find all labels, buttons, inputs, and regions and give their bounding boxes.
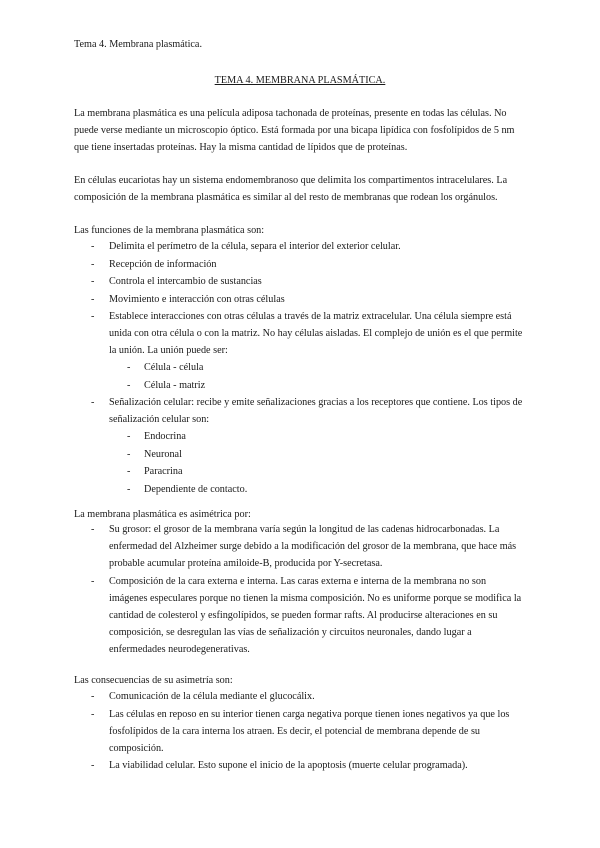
- list-item: - Comunicación de la célula mediante el glucocálix.: [91, 691, 315, 702]
- list-item: - Las células en reposo en su interior tienen carga negativa porque tienen iones negativos ya que los fosfolípidos de la cara interna los atraen. Es decir, el potencial de membrana depende de su composición.: [91, 708, 510, 754]
- list-item: - Señalización celular: recibe y emite señalizaciones gracias a los receptores que contiene. Los tipos de señalización celular son: - Endocrina - Neuronal - Paracrina - Dependiente de contacto.: [74, 394, 526, 498]
- sub-list-item: - Célula - célula: [127, 362, 204, 373]
- asymmetry-list: [74, 521, 526, 658]
- list-item: - La viabilidad celular. Esto supone el inicio de la apoptosis (muerte celular programada).: [91, 760, 468, 771]
- list-item: - Controla el intercambio de sustancias: [91, 276, 262, 287]
- eukaryotes-paragraph: En células eucariotas hay un sistema endomembranoso que delimita los compartimentos intracelulares. La composición de la membrana plasmática es similar al del resto de membranas que rodean los orgánulos.: [74, 175, 508, 203]
- consequences-heading: Las consecuencias de su asimetría son:: [74, 675, 233, 686]
- sub-list-item: - Endocrina: [127, 431, 186, 442]
- document-title: TEMA 4. MEMBRANA PLASMÁTICA.: [214, 75, 386, 86]
- list-item: - Establece interacciones con otras células a través de la matriz extracelular. Una célula siempre está unida con otra célula o con la matriz. No hay células aisladas. El complejo de unión es el que permite la unión. La unión puede ser: - Célula - célula - Célula - matriz: [74, 308, 526, 394]
- page-header: Tema 4. Membrana plasmática.: [74, 39, 202, 50]
- sub-list-item: - Neuronal: [127, 448, 182, 460]
- list-item: - Delimita el perímetro de la célula, separa el interior del exterior celular.: [91, 241, 401, 252]
- functions-heading: Las funciones de la membrana plasmática son:: [74, 225, 265, 236]
- list-item: - Composición de la cara externa e interna. Las caras externa e interna de la membrana no son imágenes especulares porque no tienen la misma composición. No es uniforme porque se modifica la cantidad de colesterol y esfingolípidos, se pueden formar rafts. Al producirse alteraciones en su composición, se desregulan las vías de señalización y circuitos neuronales, dando lugar a enfermedades neurodegenerativas.: [91, 575, 522, 655]
- list-item: - Movimiento e interacción con otras células: [91, 293, 285, 305]
- functions-list: [74, 238, 526, 498]
- signal-types-list: [109, 428, 526, 498]
- list-item: - Su grosor: el grosor de la membrana varía según la longitud de las cadenas hidrocarbonadas. La enfermedad del Alzheimer surge debido a la modificación del grosor de la membrana, que hace más probable acumular proteína amiloide-B, producida por Y-secretasa.: [91, 524, 517, 569]
- sub-list-item: - Célula - matriz: [127, 379, 206, 391]
- sub-list-item: - Paracrina: [127, 466, 183, 477]
- intro-paragraph: La membrana plasmática es una película adiposa tachonada de proteínas, presente en todas las células. No puede verse mediante un microscopio óptico. Está formada por una bicapa lipídica con fosfolípidos de 5 nm que tiene insertadas proteínas. Hay la misma cantidad de lípidos que de proteínas.: [74, 108, 515, 153]
- list-item: - Recepción de información: [91, 258, 217, 270]
- sub-list-item: - Dependiente de contacto.: [127, 483, 248, 495]
- consequences-list: [74, 688, 526, 775]
- asymmetry-heading: La membrana plasmática es asimétrica por:: [74, 509, 251, 520]
- union-types-list: [109, 359, 526, 394]
